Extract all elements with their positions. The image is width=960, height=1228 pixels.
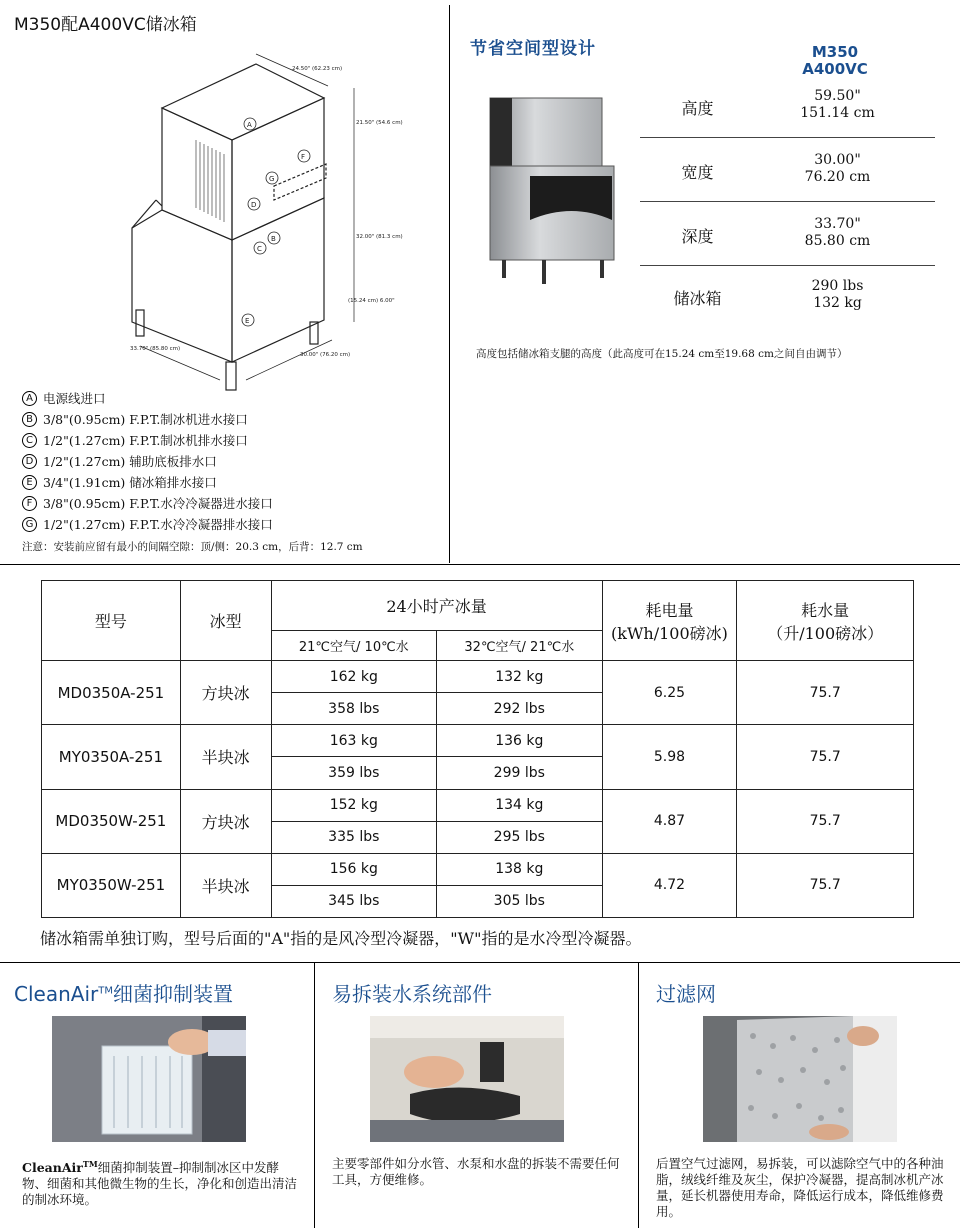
model-header [790, 44, 880, 78]
feature-title-cleanair: CleanAir™细菌抑制装置 [14, 982, 233, 1006]
cell-model: MY0350A-251 [42, 725, 181, 789]
feature-title-water-system: 易拆装水系统部件 [332, 982, 492, 1006]
cell-c1-kg: 162 kg [271, 661, 437, 693]
feature-text-water-system: 主要零部件如分水管、水泵和水盘的拆装不需要任何工具，方便维修。 [332, 1156, 620, 1187]
cell-water: 75.7 [737, 789, 914, 853]
legend-item [22, 493, 273, 514]
dim-lower-height: 32.00" (81.3 cm) [356, 234, 403, 240]
install-note: 注意：安装前应留有最小的间隔空隙：顶/侧：20.3 cm，后背：12.7 cm [22, 541, 363, 553]
ice-machine-photo [482, 90, 622, 290]
legend-key: D [22, 454, 37, 469]
dim-row-height [640, 76, 935, 138]
dim-leg-height: (15.24 cm) 6.00" [348, 298, 395, 304]
cell-c2-lbs: 295 lbs [437, 821, 603, 853]
callout-c: C [257, 245, 262, 253]
legend-text: 1/2"(1.27cm) 辅助底板排水口 [43, 454, 217, 469]
cell-c1-kg: 163 kg [271, 725, 437, 757]
table-row [42, 725, 914, 757]
callout-b: B [271, 235, 276, 243]
cell-c1-lbs: 358 lbs [271, 693, 437, 725]
cell-water: 75.7 [737, 725, 914, 789]
cell-model: MD0350W-251 [42, 789, 181, 853]
dim-label: 储冰箱 [673, 289, 722, 308]
feature-text-filter: 后置空气过滤网，易拆装，可以滤除空气中的各种油脂，绒线纤维及灰尘，保护冷凝器，提高制冰机产冰量，延长机器使用寿命，降低运行成本，降低维修费用。 [656, 1156, 944, 1219]
header-condition-2: 32℃空气/ 21℃水 [437, 631, 603, 661]
machine-front-face [162, 108, 232, 240]
dim-label: 深度 [681, 227, 714, 246]
legend-text: 电源线进口 [43, 391, 106, 406]
legend-text: 1/2"(1.27cm) F.P.T.水冷冷凝器排水接口 [43, 517, 273, 532]
legend-text: 3/8"(0.95cm) F.P.T.水冷冷凝器进水接口 [43, 496, 273, 511]
cell-type: 半块冰 [180, 853, 271, 917]
callout-d: D [251, 201, 257, 209]
cell-power: 4.87 [602, 789, 737, 853]
cell-c1-lbs: 335 lbs [271, 821, 437, 853]
cell-c2-kg: 132 kg [437, 661, 603, 693]
legend-key: C [22, 433, 37, 448]
model-line-1: M350 [811, 43, 859, 61]
top-vertical-divider [449, 5, 450, 563]
header-power: 耗电量 (kWh/100磅冰) [602, 581, 737, 661]
legend-key: B [22, 412, 37, 427]
cell-c2-kg: 134 kg [437, 789, 603, 821]
spec-table [41, 580, 914, 918]
cell-power: 6.25 [602, 661, 737, 725]
legend-item [22, 430, 273, 451]
dim-row-width [640, 140, 935, 202]
dim-width: 30.00" (76.20 cm) [300, 352, 351, 358]
dim-label: 高度 [681, 99, 714, 118]
dim-value: 59.50" 151.14 cm [800, 88, 875, 121]
cell-model: MY0350W-251 [42, 853, 181, 917]
height-note: 高度包括储冰箱支腿的高度（此高度可在15.24 cm至19.68 cm之间自由调节） [476, 348, 848, 360]
legend-text: 3/4"(1.91cm) 储冰箱排水接口 [43, 475, 217, 490]
callout-g: G [269, 175, 275, 183]
legend-item [22, 472, 273, 493]
callout-f: F [301, 153, 306, 161]
legend-key: G [22, 517, 37, 532]
header-model: 型号 [42, 581, 181, 661]
dim-row-depth [640, 204, 935, 266]
cell-power: 4.72 [602, 853, 737, 917]
dim-label: 宽度 [681, 163, 714, 182]
legend-item [22, 451, 273, 472]
cell-c1-kg: 156 kg [271, 853, 437, 885]
cell-type: 方块冰 [180, 661, 271, 725]
space-saving-title: 节省空间型设计 [470, 39, 596, 59]
cell-type: 半块冰 [180, 725, 271, 789]
document-title: M350配A400VC储冰箱 [14, 15, 197, 35]
cleanair-photo [52, 1016, 246, 1142]
feature-divider-2 [638, 962, 639, 1228]
callout-e: E [245, 317, 250, 325]
legend-item [22, 514, 273, 535]
water-system-photo [370, 1016, 564, 1142]
machine-top-face [162, 64, 324, 140]
table-row [42, 853, 914, 885]
leg-1 [136, 310, 144, 336]
filter-photo [703, 1016, 897, 1142]
legend-text: 3/8"(0.95cm) F.P.T.制冰机进水接口 [43, 412, 248, 427]
dimension-drawing [60, 40, 403, 380]
connection-legend [22, 388, 273, 535]
bottom-horizontal-divider [0, 962, 960, 963]
cell-power: 5.98 [602, 725, 737, 789]
header-water: 耗水量 （升/100磅冰） [737, 581, 914, 661]
top-horizontal-divider [0, 564, 960, 565]
dim-value: 30.00" 76.20 cm [804, 152, 871, 185]
legend-item [22, 409, 273, 430]
cell-c2-lbs: 305 lbs [437, 885, 603, 917]
header-condition-1: 21℃空气/ 10℃水 [271, 631, 437, 661]
header-production: 24小时产冰量 [271, 581, 602, 631]
leg-2 [226, 362, 236, 390]
feature-title-filter: 过滤网 [656, 982, 716, 1006]
cell-c2-lbs: 299 lbs [437, 757, 603, 789]
table-row [42, 789, 914, 821]
cell-c2-kg: 138 kg [437, 853, 603, 885]
cell-c1-lbs: 359 lbs [271, 757, 437, 789]
table-row [42, 661, 914, 693]
legend-key: E [22, 475, 37, 490]
legend-text: 1/2"(1.27cm) F.P.T.制冰机排水接口 [43, 433, 248, 448]
dim-top-width: 24.50" (62.23 cm) [292, 66, 343, 72]
bin-front-face [132, 210, 232, 362]
cell-water: 75.7 [737, 853, 914, 917]
cell-c2-lbs: 292 lbs [437, 693, 603, 725]
model-line-2: A400VC [802, 60, 868, 78]
legend-key: F [22, 496, 37, 511]
cell-model: MD0350A-251 [42, 661, 181, 725]
cell-type: 方块冰 [180, 789, 271, 853]
header-ice-type: 冰型 [180, 581, 271, 661]
table-note: 储冰箱需单独订购，型号后面的"A"指的是风冷型冷凝器，"W"指的是水冷型冷凝器。 [40, 929, 642, 948]
feature-text-cleanair: CleanAir™细菌抑制装置–抑制制冰区中发酵物、细菌和其他微生物的生长，净化和创造出清洁的制冰环境。 [22, 1159, 298, 1208]
cell-c1-lbs: 345 lbs [271, 885, 437, 917]
cell-c2-kg: 136 kg [437, 725, 603, 757]
dim-value: 33.70" 85.80 cm [804, 216, 871, 249]
cell-c1-kg: 152 kg [271, 789, 437, 821]
dim-row-bin [640, 266, 935, 328]
dim-depth: 33.70" (85.80 cm) [130, 346, 181, 352]
dim-upper-height: 21.50" (54.6 cm) [356, 120, 403, 126]
dim-value: 290 lbs 132 kg [811, 278, 864, 311]
cell-water: 75.7 [737, 661, 914, 725]
callout-a: A [247, 121, 252, 129]
legend-key: A [22, 391, 37, 406]
legend-item [22, 388, 273, 409]
feature-divider-1 [314, 962, 315, 1228]
